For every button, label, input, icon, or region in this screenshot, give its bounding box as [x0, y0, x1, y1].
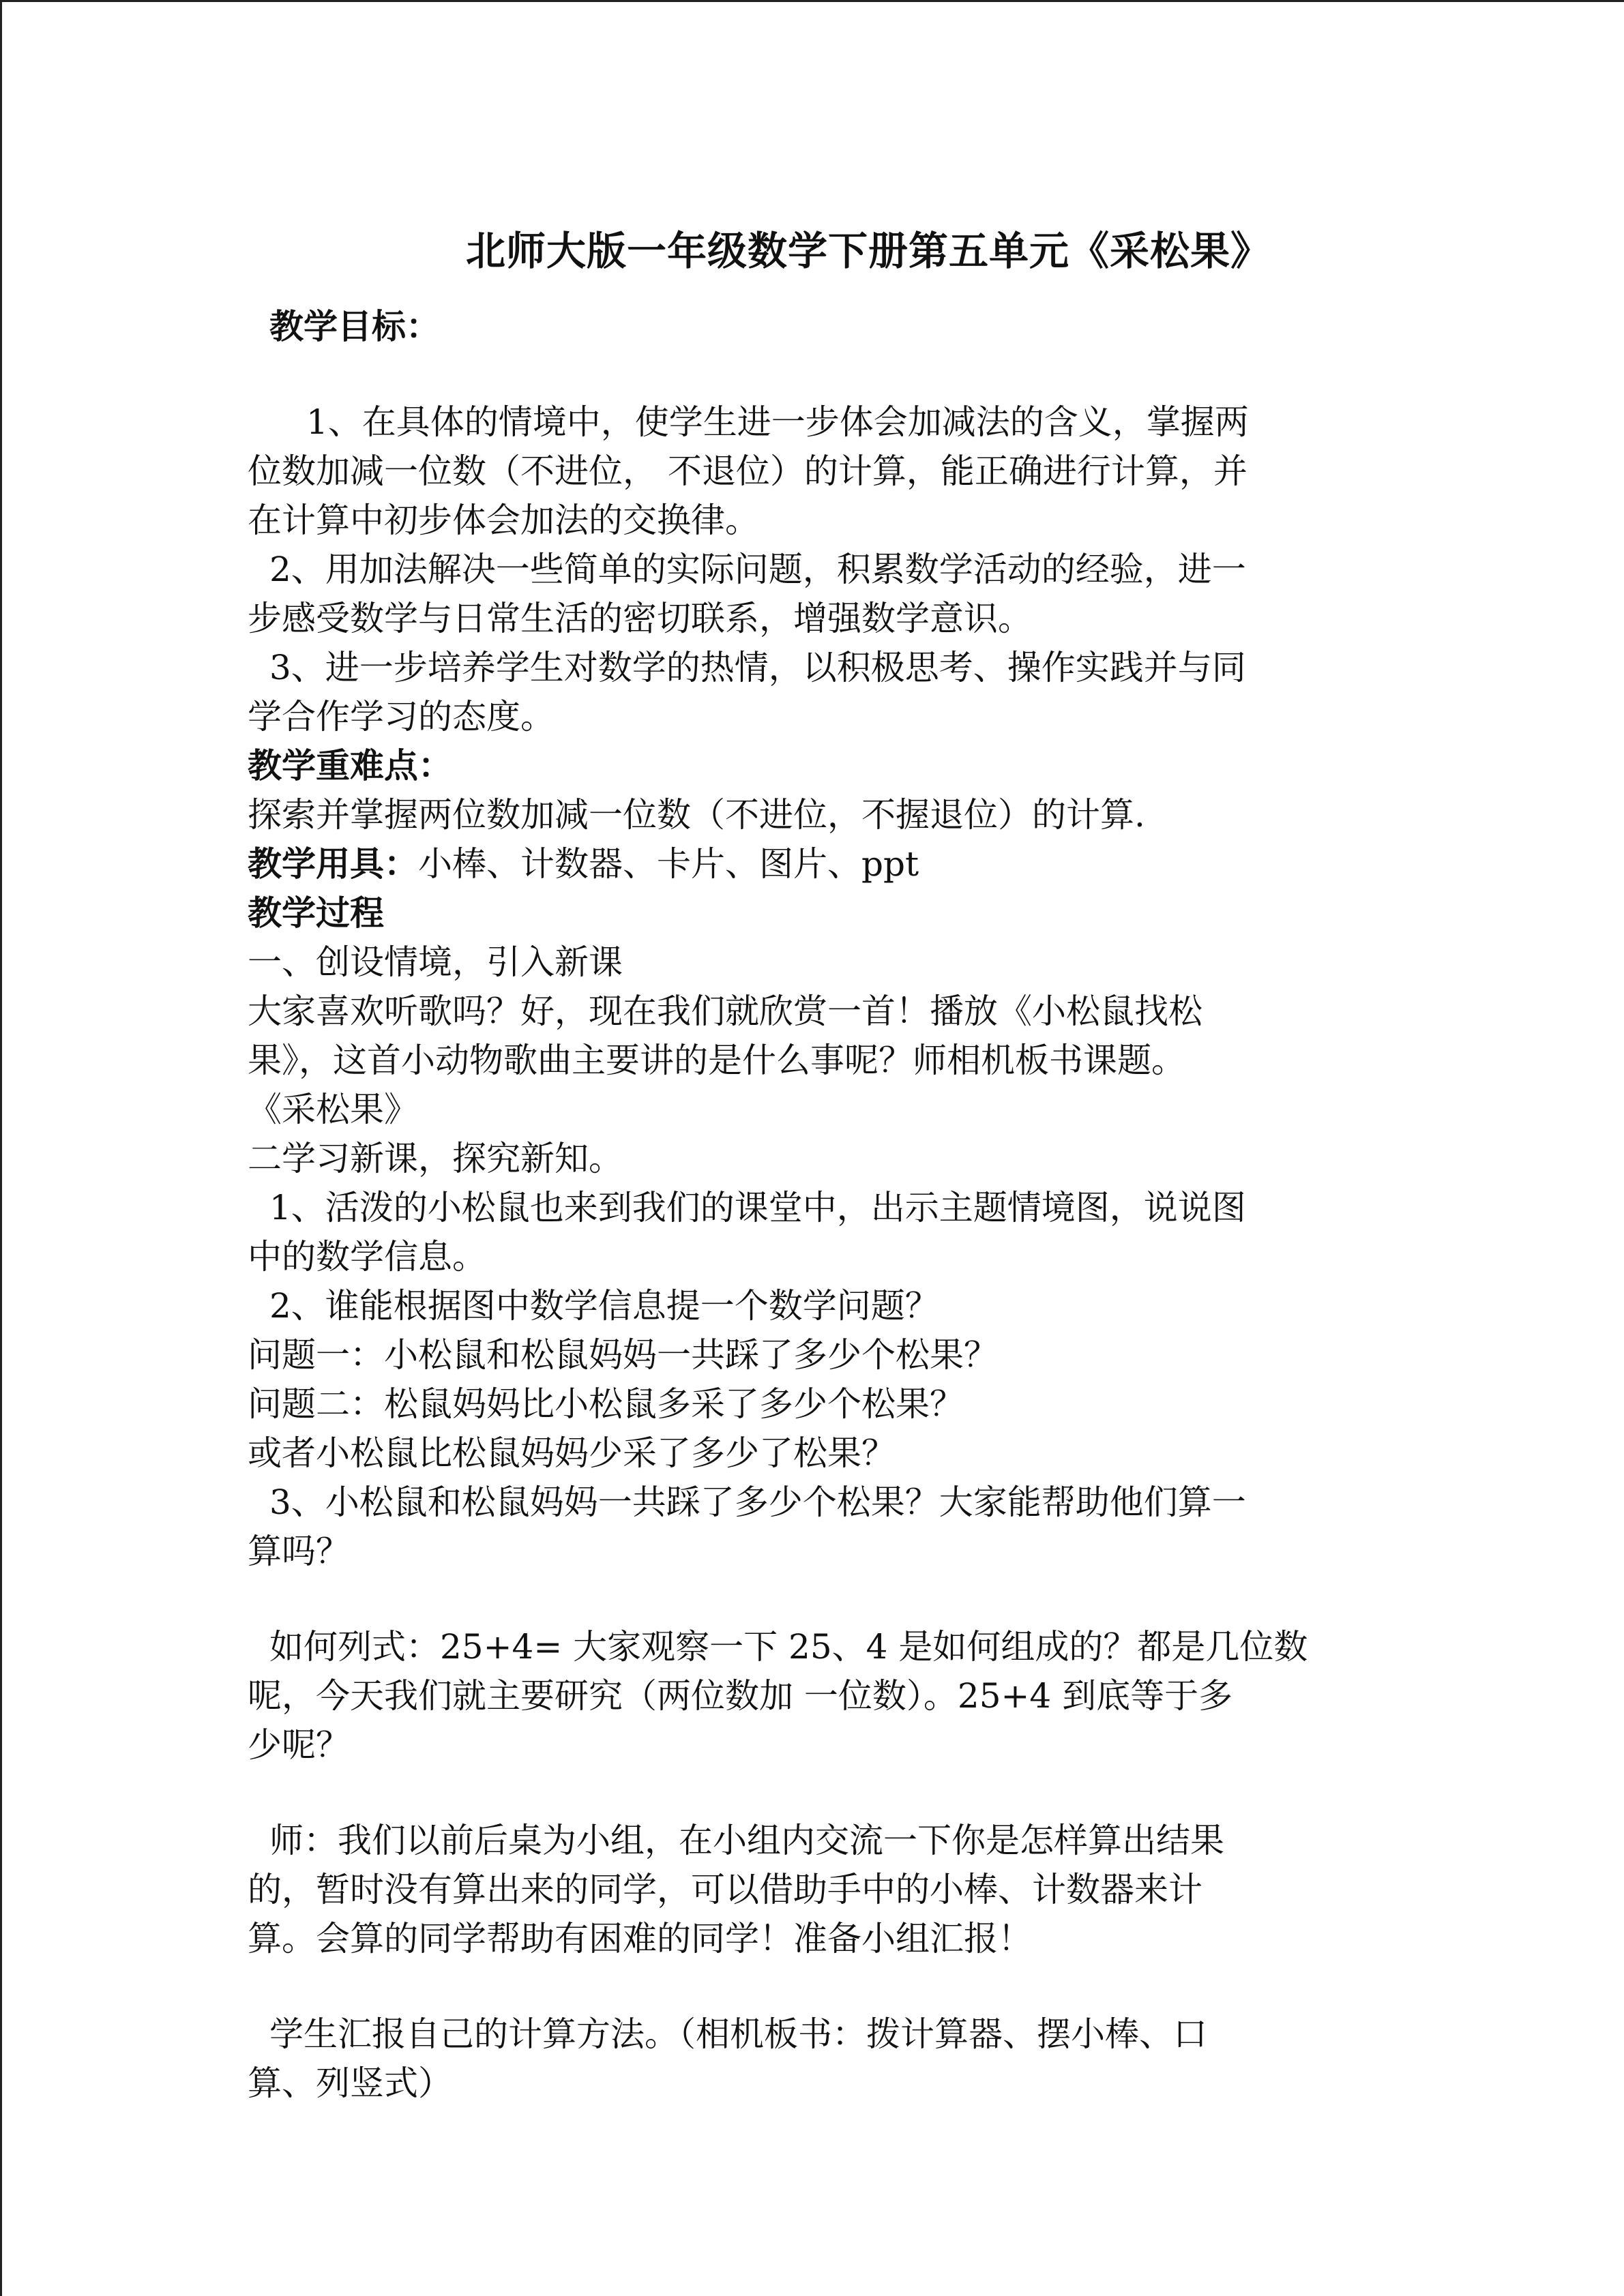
keypoints-text: 探索并掌握两位数加减一位数（不进位，不握退位）的计算. [248, 795, 1145, 835]
objective-2-line-2: 步感受数学与日常生活的密切联系，增强数学意识。 [248, 599, 1032, 638]
formula-line-3: 少呢？ [248, 1725, 350, 1765]
report-line-2: 算、列竖式） [248, 2063, 452, 2103]
step-3-line-2: 算吗？ [248, 1532, 350, 1571]
objective-2-line-1: 2、用加法解决一些简单的实际问题，积累数学活动的经验，进一 [269, 550, 1246, 589]
tools-text: 小棒、计数器、卡片、图片、ppt [418, 844, 919, 884]
process-heading: 教学过程 [248, 893, 384, 933]
teacher-line-1: 师：我们以前后桌为小组，在小组内交流一下你是怎样算出结果 [269, 1821, 1224, 1860]
objective-1-line-3: 在计算中初步体会加法的交换律。 [248, 501, 759, 540]
objectives-heading: 教学目标： [269, 306, 440, 346]
teacher-line-2: 的，暂时没有算出来的同学，可以借助手中的小棒、计数器来计 [248, 1870, 1202, 1909]
objective-1-line-2: 位数加减一位数（不进位， 不退位）的计算，能正确进行计算，并 [248, 451, 1247, 491]
intro-line-1: 大家喜欢听歌吗？好，现在我们就欣赏一首！播放《小松鼠找松 [248, 992, 1202, 1031]
teacher-line-3: 算。会算的同学帮助有困难的同学！准备小组汇报！ [248, 1919, 1032, 1958]
section-2-heading: 二学习新课，探究新知。 [248, 1139, 623, 1178]
question-3: 或者小松鼠比松鼠妈妈少采了多少了松果？ [248, 1433, 896, 1473]
keypoints-heading: 教学重难点： [248, 745, 452, 786]
step-2-line: 2、谁能根据图中数学信息提一个数学问题？ [269, 1286, 939, 1326]
intro-line-3: 《采松果》 [248, 1090, 418, 1129]
formula-line-1: 如何列式：25+4= 大家观察一下 25、4 是如何组成的？都是几位数 [269, 1627, 1308, 1667]
objective-3-line-2: 学合作学习的态度。 [248, 697, 555, 736]
step-1-line-2: 中的数学信息。 [248, 1237, 486, 1277]
report-line-1: 学生汇报自己的计算方法。（相机板书：拨计算器、摆小棒、口 [269, 2014, 1207, 2054]
tools-heading: 教学用具： [248, 844, 418, 884]
objective-1-line-1: 1、在具体的情境中，使学生进一步体会加减法的含义，掌握两 [306, 402, 1249, 442]
objective-3-line-1: 3、进一步培养学生对数学的热情，以积极思考、操作实践并与同 [269, 648, 1246, 687]
tools-line [248, 839, 1380, 889]
question-1: 问题一：小松鼠和松鼠妈妈一共踩了多少个松果？ [248, 1335, 998, 1375]
section-1-heading: 一、创设情境，引入新课 [248, 942, 623, 982]
step-1-line-1: 1、活泼的小松鼠也来到我们的课堂中，出示主题情境图，说说图 [269, 1188, 1246, 1227]
formula-line-2: 呢，今天我们就主要研究（两位数加 一位数）。25+4 到底等于多 [248, 1676, 1233, 1716]
document-body [248, 302, 1380, 2108]
question-2: 问题二：松鼠妈妈比小松鼠多采了多少个松果？ [248, 1384, 964, 1424]
intro-line-2: 果》，这首小动物歌曲主要讲的是什么事呢？师相机板书课题。 [248, 1041, 1185, 1080]
step-3-line-1: 3、小松鼠和松鼠妈妈一共踩了多少个松果？大家能帮助他们算一 [269, 1482, 1246, 1522]
document-title: 北师大版一年级数学下册第五单元《采松果》 [466, 228, 1271, 274]
